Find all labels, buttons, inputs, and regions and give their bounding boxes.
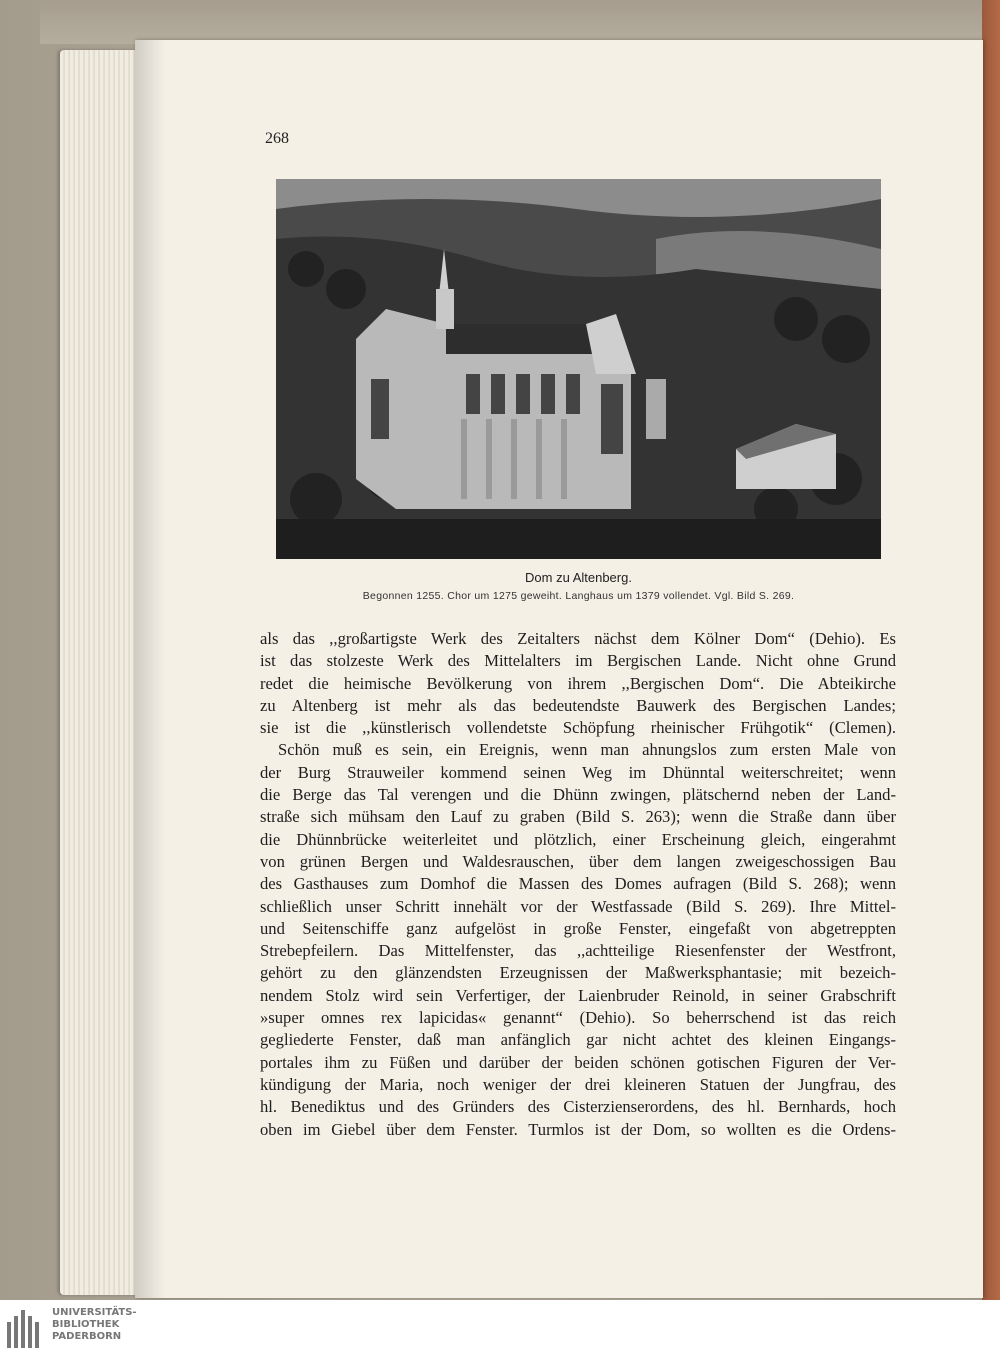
book-cover-right-edge [982,0,1000,1300]
text-line: oben im Giebel über dem Fenster. Turmlos ist der Dom, so wollten es die Ordens- [260,1119,896,1139]
text-line: portales ihm zu Füßen und darüber der beiden schönen gotischen Figuren der Ver- [260,1052,896,1072]
body-text [260,628,896,1141]
text-line: kündigung der Maria, noch weniger der drei kleineren Statuen der Jungfrau, des [260,1074,896,1094]
text-line: hl. Benediktus und des Gründers des Cisterzienserordens, des hl. Bernhards, hoch [260,1097,896,1117]
text-line: redet die heimische Bevölkerung von ihrem ,,Bergischen Dom“. Die Abteikirche [260,673,896,693]
text-line: »super omnes rex lapicidas« genannt“ (Dehio). So beherrschend ist das reich [260,1008,896,1028]
text-line: und Seitenschiffe ganz aufgelöst in große Fenster, eingefaßt von abgetreppten [260,918,896,938]
page-number: 268 [265,130,289,147]
text-line: ist das stolzeste Werk des Mittelalters im Bergischen Lande. Nicht ohne Grund [260,651,896,671]
footer-bar [0,1300,1000,1354]
library-logo-line: PADERBORN [52,1331,122,1342]
text-line: zu Altenberg ist mehr als das bedeutendste Bauwerk des Bergischen Landes; [260,695,896,715]
text-line: Strebepfeilern. Das Mittelfenster, das ,,achtteilige Riesenfenster der Westfront, [260,941,896,961]
text-line: straße sich mühsam den Lauf zu graben (Bild S. 263); wenn die Straße dann über [260,807,896,827]
library-logo-line: UNIVERSITÄTS- [52,1307,137,1318]
figure-caption-subtitle: Begonnen 1255. Chor um 1275 geweiht. Langhaus um 1379 vollendet. Vgl. Bild S. 269. [362,590,795,602]
text-line: gegliederte Fenster, daß man anfänglich gar nicht achtet des kleinen Eingangs- [260,1030,896,1050]
text-line: die Dhünnbrücke weiterleitet und plötzlich, einer Erscheinung gleich, eingerahmt [260,829,896,849]
page-gutter-shadow [135,40,165,1298]
text-line: von grünen Bergen und Waldesrauschen, über dem langen zweigeschossigen Bau [260,851,896,871]
paragraph-1 [260,628,896,739]
library-logo-line: BIBLIOTHEK [52,1319,120,1330]
library-logo-text [52,1307,137,1343]
text-line: des Gasthauses zum Domhof die Massen des Domes aufragen (Bild S. 268); wenn [260,874,896,894]
book-cover-top-edge [40,0,1000,44]
text-line: Schön muß es sein, ein Ereignis, wenn man ahnungslos zum ersten Male von [278,740,896,760]
text-line: schließlich unser Schritt innehält vor der Westfassade (Bild S. 269). Ihre Mittel- [260,896,896,916]
text-line: nendem Stolz wird sein Verfertiger, der Laienbruder Reinold, in seiner Grabschrift [260,985,896,1005]
text-line: die Berge das Tal verengen und die Dhünn zwingen, plätschernd neben der Land- [260,785,896,805]
figure-caption-title: Dom zu Altenberg. [525,570,632,585]
text-line: als das ,,großartigste Werk des Zeitalters nächst dem Kölner Dom“ (Dehio). Es [260,629,896,648]
text-line: sie ist die ,,künstlerisch vollendetste Schöpfung rheinischer Frühgotik“ (Clemen). [260,718,896,738]
paragraph-2 [260,739,896,1140]
text-line: gehört zu den glänzendsten Erzeugnissen der Maßwerksphantasie; mit bezeich- [260,963,896,983]
cathedral-photo [276,179,881,559]
text-line: der Burg Strauweiler kommend seinen Weg im Dhünntal weiterschreitet; wenn [260,762,896,782]
library-logo-icon [5,1308,45,1348]
